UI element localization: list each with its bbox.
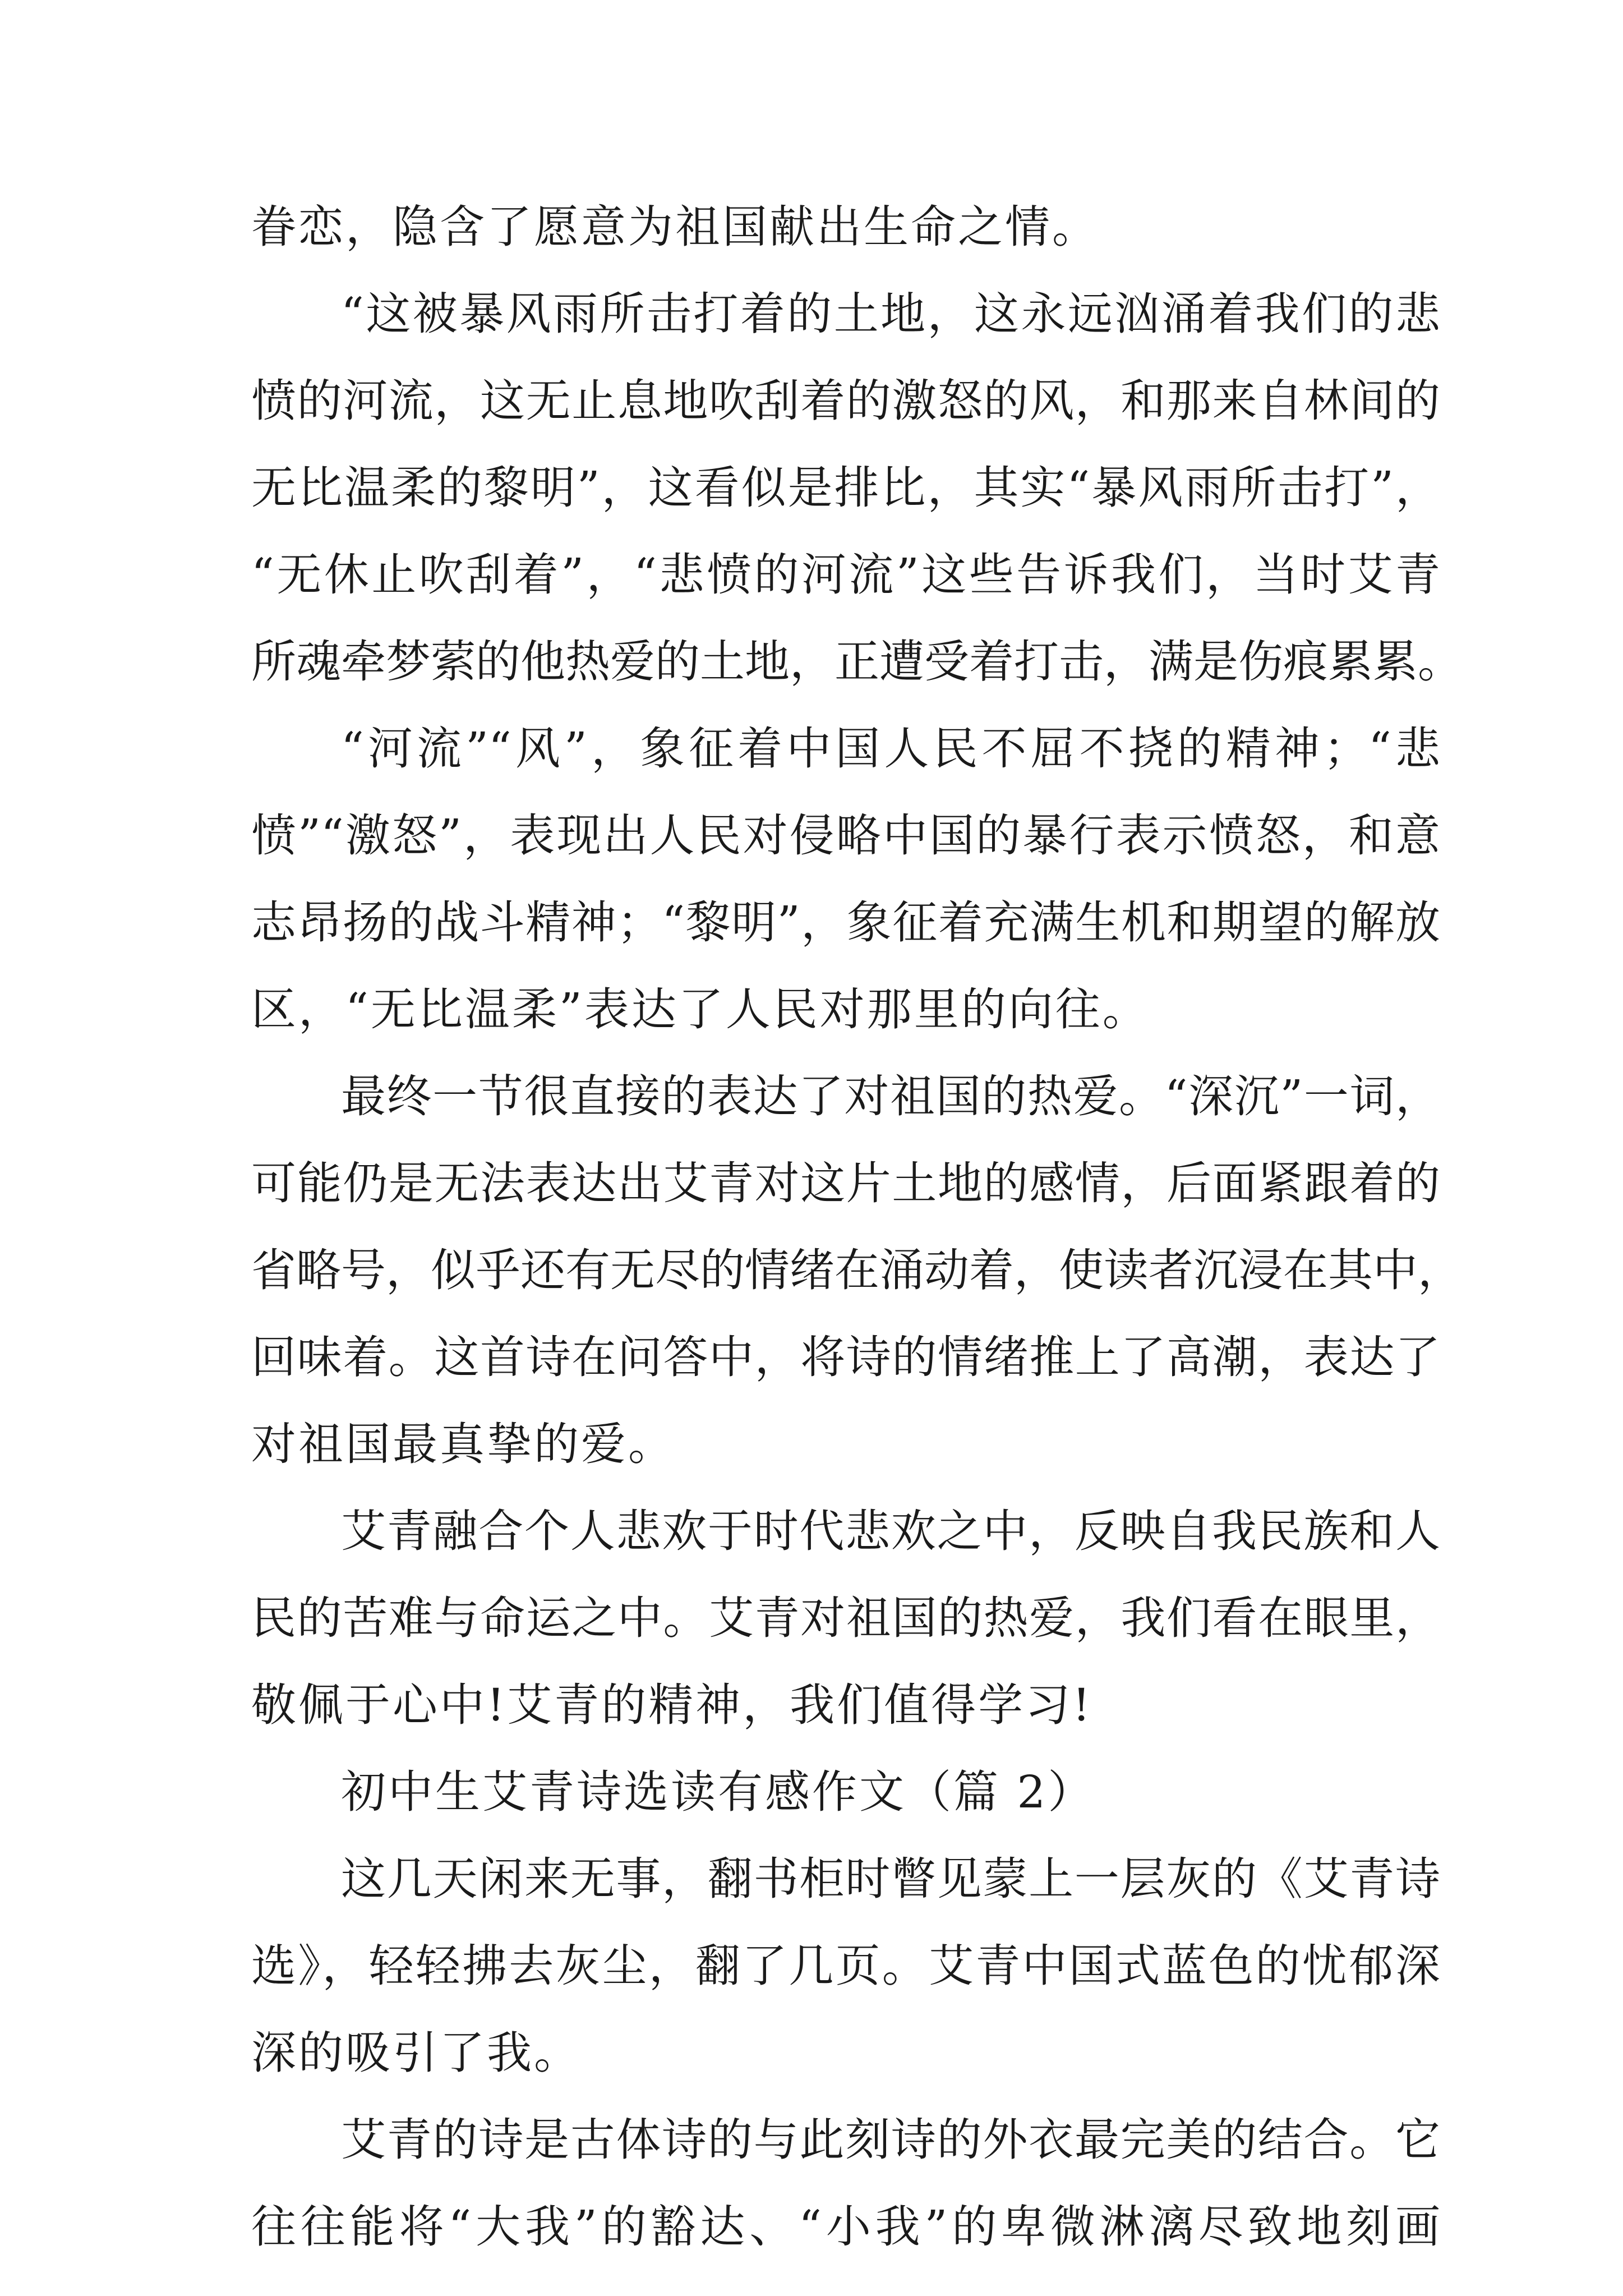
section-heading: 初中生艾青诗选读有感作文（篇 2） xyxy=(341,1766,1095,1818)
paragraph-first-line: 艾青融合个人悲欢于时代悲欢之中，反映自我民族和人 xyxy=(341,1505,1440,1557)
text-line: 选》，轻轻拂去灰尘，翻了几页。艾青中国式蓝色的忧郁深 xyxy=(251,1940,1440,1992)
paragraph-first-line: 艾青的诗是古体诗的与此刻诗的外衣最完美的结合。它 xyxy=(341,2114,1440,2166)
text-line: 省略号，似乎还有无尽的情绪在涌动着，使读者沉浸在其中， xyxy=(251,1244,1463,1296)
paragraph-first-line: 最终一节很直接的表达了对祖国的热爱。“深沉”一词， xyxy=(341,1070,1440,1122)
text-line: 无比温柔的黎明”，这看似是排比，其实“暴风雨所击打”， xyxy=(251,462,1440,514)
text-line: 所魂牵梦萦的他热爱的土地，正遭受着打击，满是伤痕累累。 xyxy=(251,636,1463,688)
text-line: 愤的河流，这无止息地吹刮着的激怒的风，和那来自林间的 xyxy=(251,375,1440,427)
text-line-overflow: 往往能将“大我”的豁达、“小我”的卑微淋漓尽致地刻画 xyxy=(251,2201,1440,2253)
text-line: 敬佩于心中!艾青的精神，我们值得学习! xyxy=(251,1679,1093,1731)
text-line: 志昂扬的战斗精神；“黎明”，象征着充满生机和期望的解放 xyxy=(251,896,1440,949)
text-line: 回味着。这首诗在问答中，将诗的情绪推上了高潮，表达了 xyxy=(251,1331,1440,1383)
text-line: 眷恋，隐含了愿意为祖国献出生命之情。 xyxy=(251,201,1099,253)
text-line: 可能仍是无法表达出艾青对这片土地的感情，后面紧跟着的 xyxy=(251,1157,1440,1209)
text-line: “无休止吹刮着”，“悲愤的河流”这些告诉我们，当时艾青 xyxy=(251,549,1440,601)
paragraph-first-line: 这几天闲来无事，翻书柜时瞥见蒙上一层灰的《艾青诗 xyxy=(341,1853,1440,1905)
text-line: 区，“无比温柔”表达了人民对那里的向往。 xyxy=(251,983,1150,1036)
text-line: 民的苦难与命运之中。艾青对祖国的热爱，我们看在眼里， xyxy=(251,1592,1440,1644)
text-line: 对祖国最真挚的爱。 xyxy=(251,1418,675,1470)
text-line: 愤”“激怒”，表现出人民对侵略中国的暴行表示愤怒，和意 xyxy=(251,809,1440,862)
paragraph-first-line: “这被暴风雨所击打着的土地，这永远汹涌着我们的悲 xyxy=(341,288,1440,340)
paragraph-first-line: “河流”“风”，象征着中国人民不屈不挠的精神；“悲 xyxy=(341,723,1440,775)
text-line: 深的吸引了我。 xyxy=(251,2027,581,2079)
